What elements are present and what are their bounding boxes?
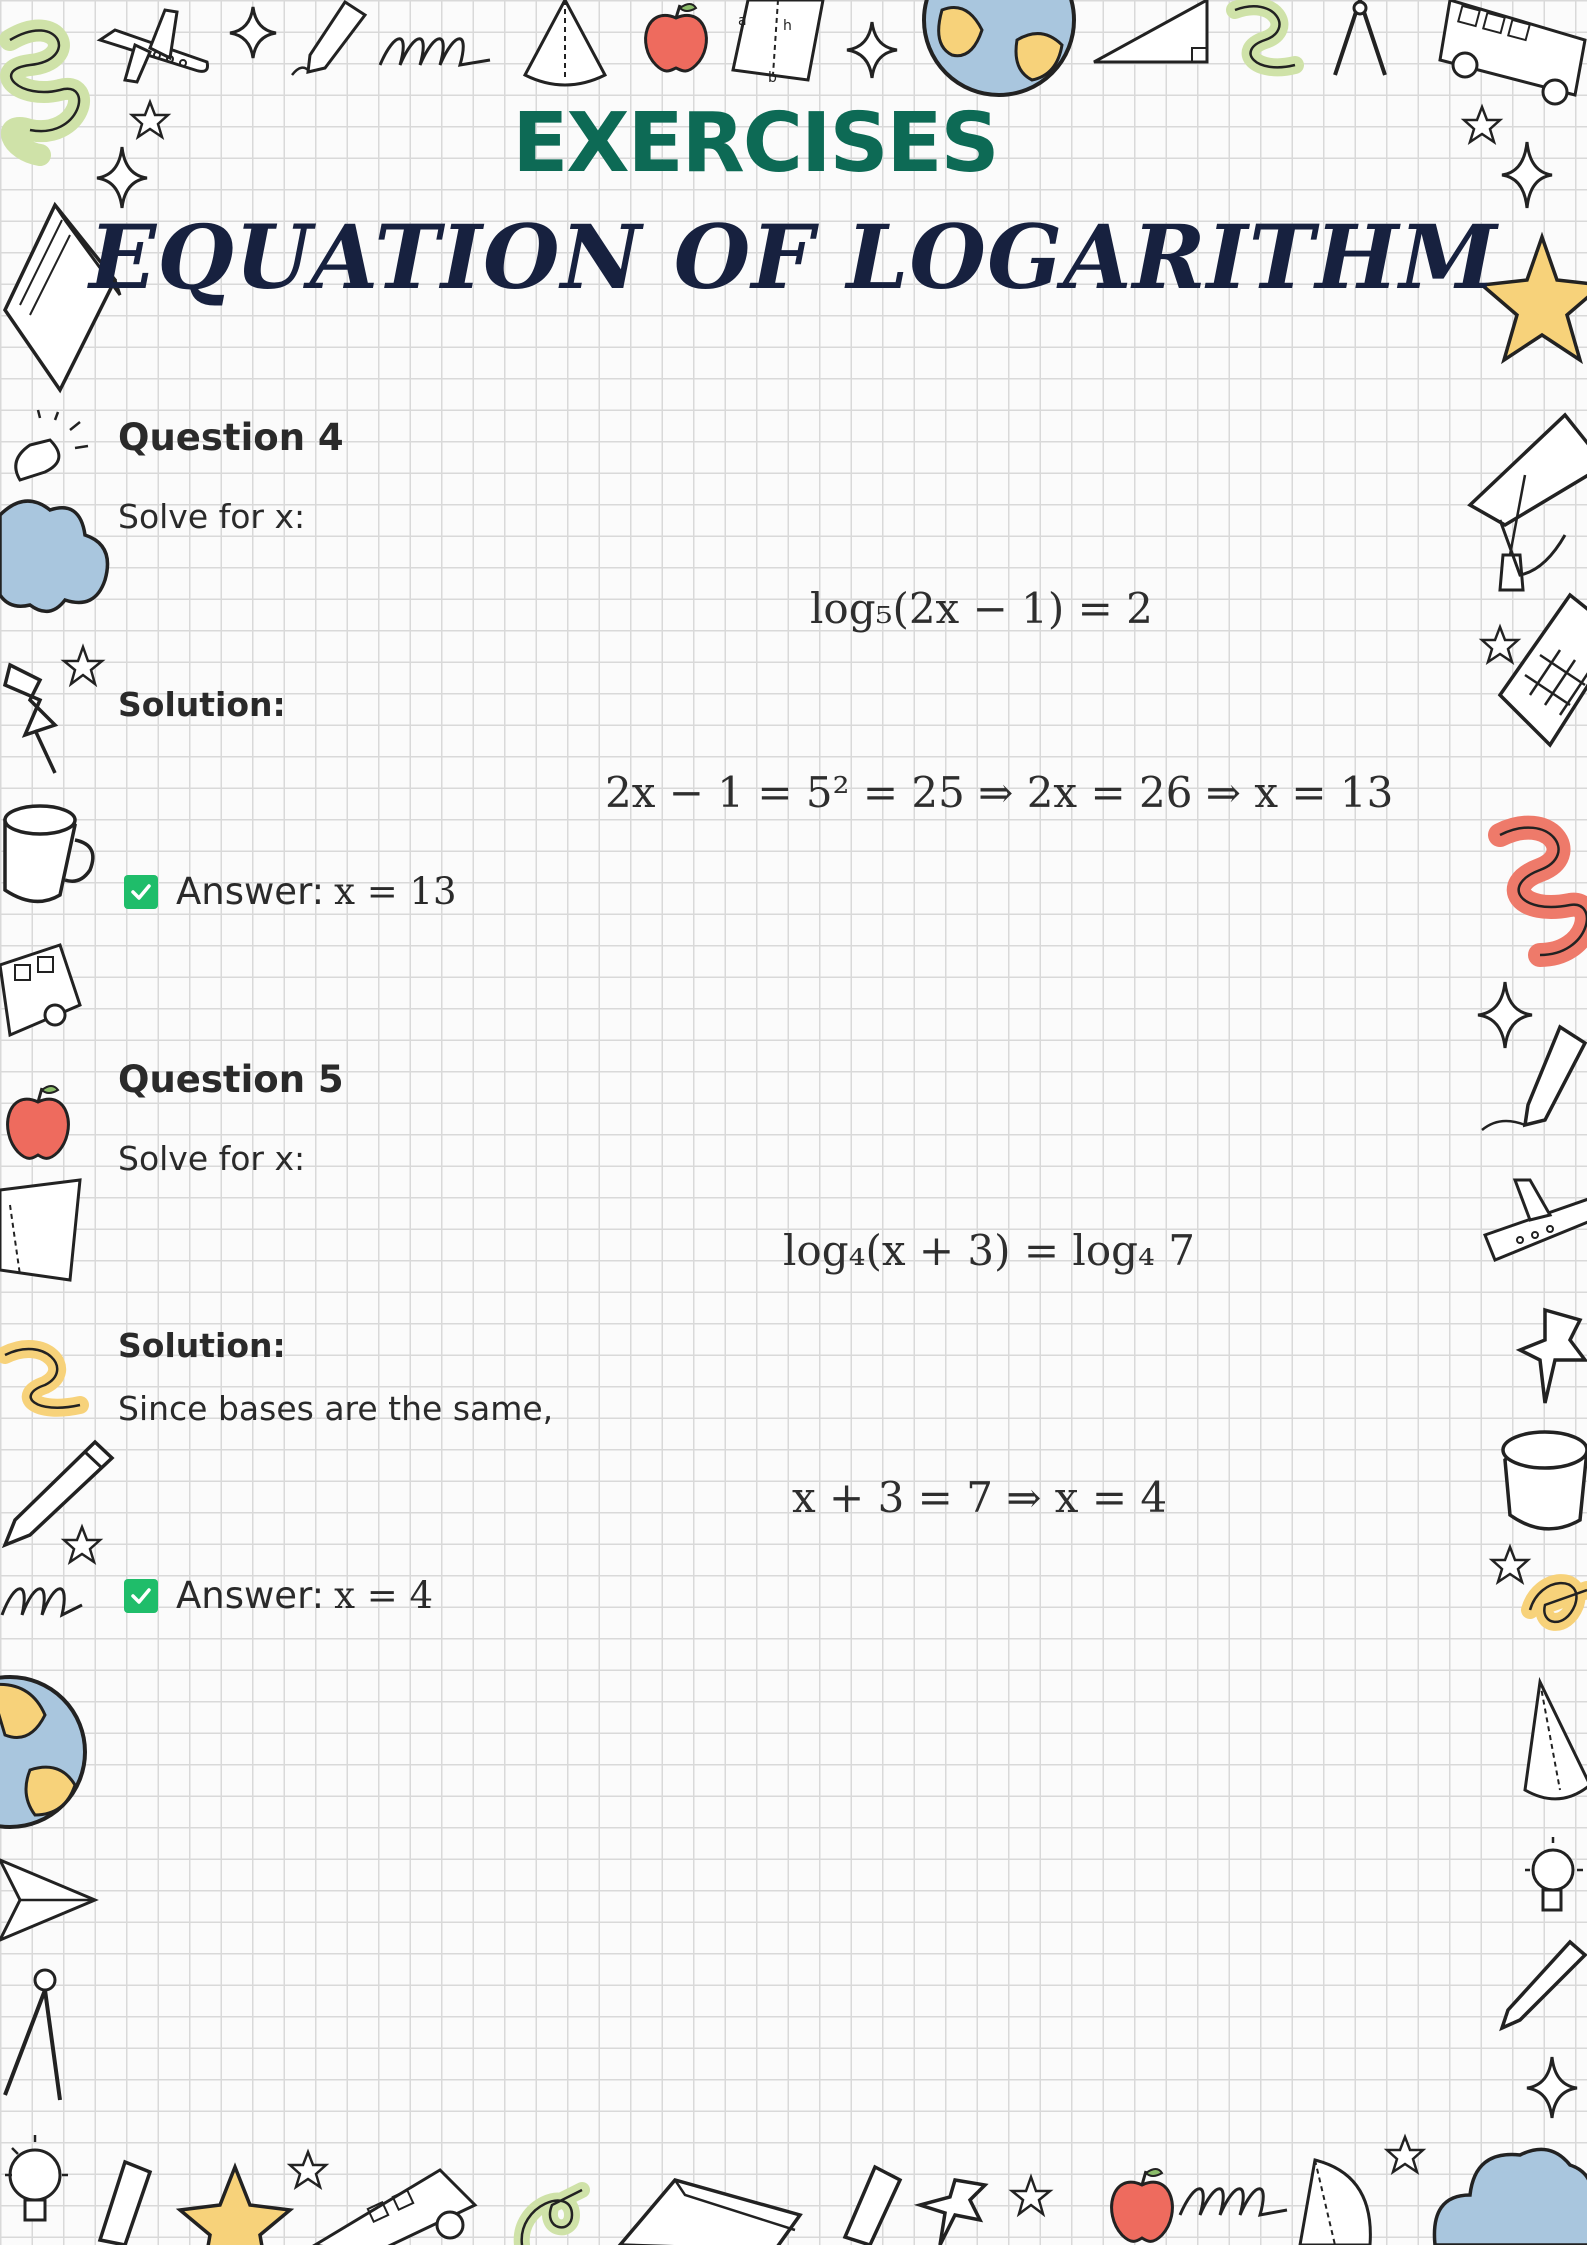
question-5-prompt: Solve for x: xyxy=(118,1139,306,1178)
svg-text:h: h xyxy=(783,18,792,34)
apple-icon xyxy=(636,0,716,75)
answer-value: x = 4 xyxy=(334,1574,434,1617)
kicker-heading: EXERCISES xyxy=(512,96,998,191)
swirl-icon xyxy=(0,1340,90,1415)
question-5-title: Question 5 xyxy=(118,1058,344,1101)
question-5-equation: log₄(x + 3) = log₄ 7 xyxy=(783,1226,1195,1275)
checkmark-icon xyxy=(124,1579,158,1613)
question-4-equation: log₅(2x − 1) = 2 xyxy=(810,584,1153,633)
protractor-icon xyxy=(1295,2155,1375,2245)
swirl-icon xyxy=(0,1575,85,1635)
cloud-icon xyxy=(0,495,115,620)
svg-text:a: a xyxy=(738,13,747,29)
question-4-answer xyxy=(124,870,457,913)
answer-label: Answer: xyxy=(176,870,325,913)
swirl-icon xyxy=(1480,815,1587,975)
question-5-solution-label: Solution: xyxy=(118,1326,286,1365)
triangle-icon xyxy=(1092,0,1212,70)
star-icon xyxy=(62,1525,102,1565)
swirl-icon xyxy=(375,20,495,80)
mug-icon xyxy=(1495,1420,1587,1535)
calculator-icon xyxy=(1490,595,1587,755)
apple-icon xyxy=(0,1080,80,1165)
star-icon xyxy=(1385,2135,1425,2175)
compass-icon xyxy=(0,1965,75,2105)
question-5-solution-note: Since bases are the same, xyxy=(118,1389,554,1428)
paper-plane-icon xyxy=(0,1850,100,1945)
star-icon xyxy=(1525,2055,1580,2120)
star-icon xyxy=(228,5,278,60)
page-title: EQUATION OF LOGARITHM xyxy=(89,205,1498,309)
question-4-title: Question 4 xyxy=(118,416,344,459)
lightbulb-icon xyxy=(0,2130,75,2240)
svg-text:b: b xyxy=(768,70,777,86)
cloud-icon xyxy=(1430,2135,1587,2245)
pencil-icon xyxy=(1480,1025,1587,1135)
question-5-solution-steps: x + 3 = 7 ⇒ x = 4 xyxy=(792,1473,1168,1522)
airplane-icon xyxy=(95,0,215,90)
question-4-solution-label: Solution: xyxy=(118,685,286,724)
pushpin-icon xyxy=(910,2175,990,2245)
pencil-icon xyxy=(835,2165,905,2245)
star-icon xyxy=(845,20,900,80)
pushpin-icon xyxy=(1515,1305,1587,1405)
globe-icon xyxy=(922,0,1077,100)
cone-icon xyxy=(1520,1680,1587,1810)
pen-icon xyxy=(1500,1940,1587,2030)
lightbulb-icon xyxy=(1515,1835,1587,1925)
airplane-icon xyxy=(1480,1175,1587,1275)
star-icon xyxy=(1010,2175,1052,2217)
lightbulb-icon xyxy=(0,410,90,485)
apple-icon xyxy=(1102,2165,1182,2245)
book-icon xyxy=(615,2175,800,2245)
bus-icon xyxy=(310,2165,485,2245)
compass-icon xyxy=(1320,0,1400,80)
question-4-prompt: Solve for x: xyxy=(118,497,306,536)
globe-icon xyxy=(0,1675,90,1830)
graduation-cap-icon xyxy=(1465,405,1587,595)
star-icon xyxy=(175,2165,290,2245)
swirl-icon xyxy=(1520,1570,1587,1645)
bus-icon xyxy=(0,945,85,1045)
triangle-icon xyxy=(728,0,828,85)
checkmark-icon xyxy=(124,875,158,909)
triangle-icon xyxy=(0,1180,85,1300)
pencil-icon xyxy=(290,0,370,80)
swirl-icon xyxy=(1225,0,1305,80)
star-icon xyxy=(62,645,104,687)
cone-icon xyxy=(520,0,610,95)
answer-value: x = 13 xyxy=(334,870,457,913)
answer-label: Answer: xyxy=(176,1574,325,1617)
swirl-icon xyxy=(1175,2165,1290,2235)
question-5-answer xyxy=(124,1574,433,1617)
mug-icon xyxy=(0,800,100,910)
pencil-icon xyxy=(85,2160,160,2245)
swirl-icon xyxy=(512,2175,587,2245)
question-4-solution-steps: 2x − 1 = 5² = 25 ⇒ 2x = 26 ⇒ x = 13 xyxy=(605,768,1394,817)
